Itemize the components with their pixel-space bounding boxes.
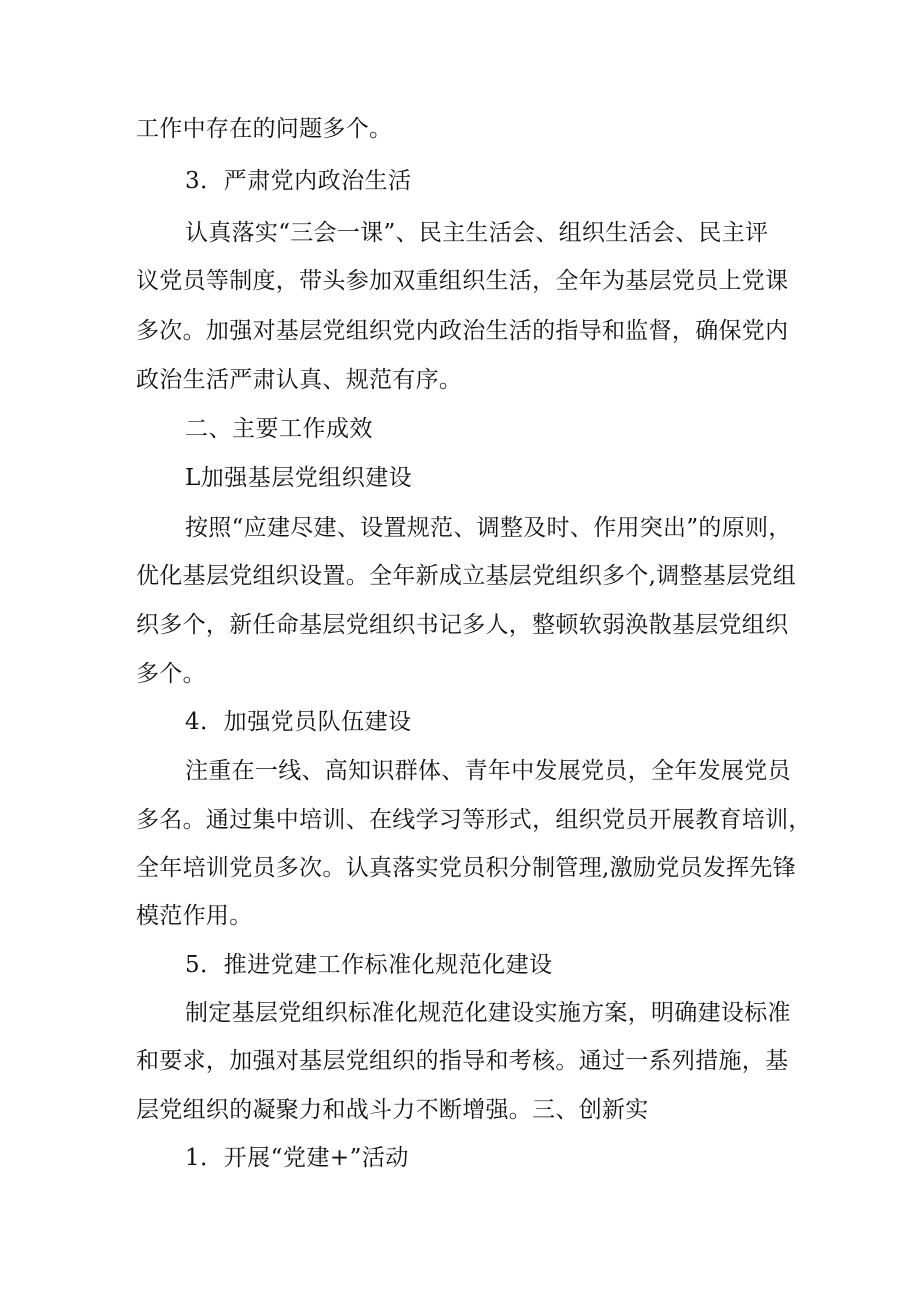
paragraph-line: 按照“应建尽建、设置规范、调整及时、作用突出”的原则，	[185, 515, 792, 541]
section-heading-5: 5．推进党建工作标准化规范化建设	[185, 952, 553, 978]
section-heading-1: L加强基层党组织建设	[185, 465, 413, 491]
section-heading-1b: 1．开展“党建+”活动	[185, 1145, 409, 1171]
paragraph-line: 政治生活严肃认真、规范有序。	[136, 367, 463, 393]
paragraph-line: 议党员等制度，带头参加双重组织生活，全年为基层党员上党课	[136, 268, 789, 294]
paragraph-line: 多名。通过集中培训、在线学习等形式，组织党员开展教育培训，	[136, 807, 812, 833]
paragraph-line: 工作中存在的问题多个。	[136, 116, 393, 142]
paragraph-line: 层党组织的凝聚力和战斗力不断增强。三、创新实	[136, 1097, 649, 1123]
chapter-heading-2: 二、主要工作成效	[185, 416, 373, 442]
paragraph-line: 模范作用。	[136, 903, 253, 929]
paragraph-line: 全年培训党员多次。认真落实党员积分制管理,激励党员发挥先锋	[136, 855, 797, 881]
paragraph-line: 注重在一线、高知识群体、青年中发展党员，全年发展党员	[185, 758, 791, 784]
paragraph-line: 多个。	[136, 661, 206, 687]
paragraph-line: 优化基层党组织设置。全年新成立基层党组织多个,调整基层党组	[136, 563, 797, 589]
paragraph-line: 和要求，加强对基层党组织的指导和考核。通过一系列措施，基	[136, 1048, 789, 1074]
section-heading-4: 4．加强党员队伍建设	[185, 709, 412, 735]
paragraph-line: 制定基层党组织标准化规范化建设实施方案，明确建设标准	[185, 1000, 791, 1026]
paragraph-line: 织多个，新任命基层党组织书记多人，整顿软弱涣散基层党组织	[136, 612, 789, 638]
paragraph-line: 多次。加强对基层党组织党内政治生活的指导和监督，确保党内	[136, 318, 789, 344]
section-heading-3: 3．严肃党内政治生活	[185, 168, 412, 194]
paragraph-line: 认真落实“三会一课”、民主生活会、组织生活会、民主评	[185, 220, 769, 246]
